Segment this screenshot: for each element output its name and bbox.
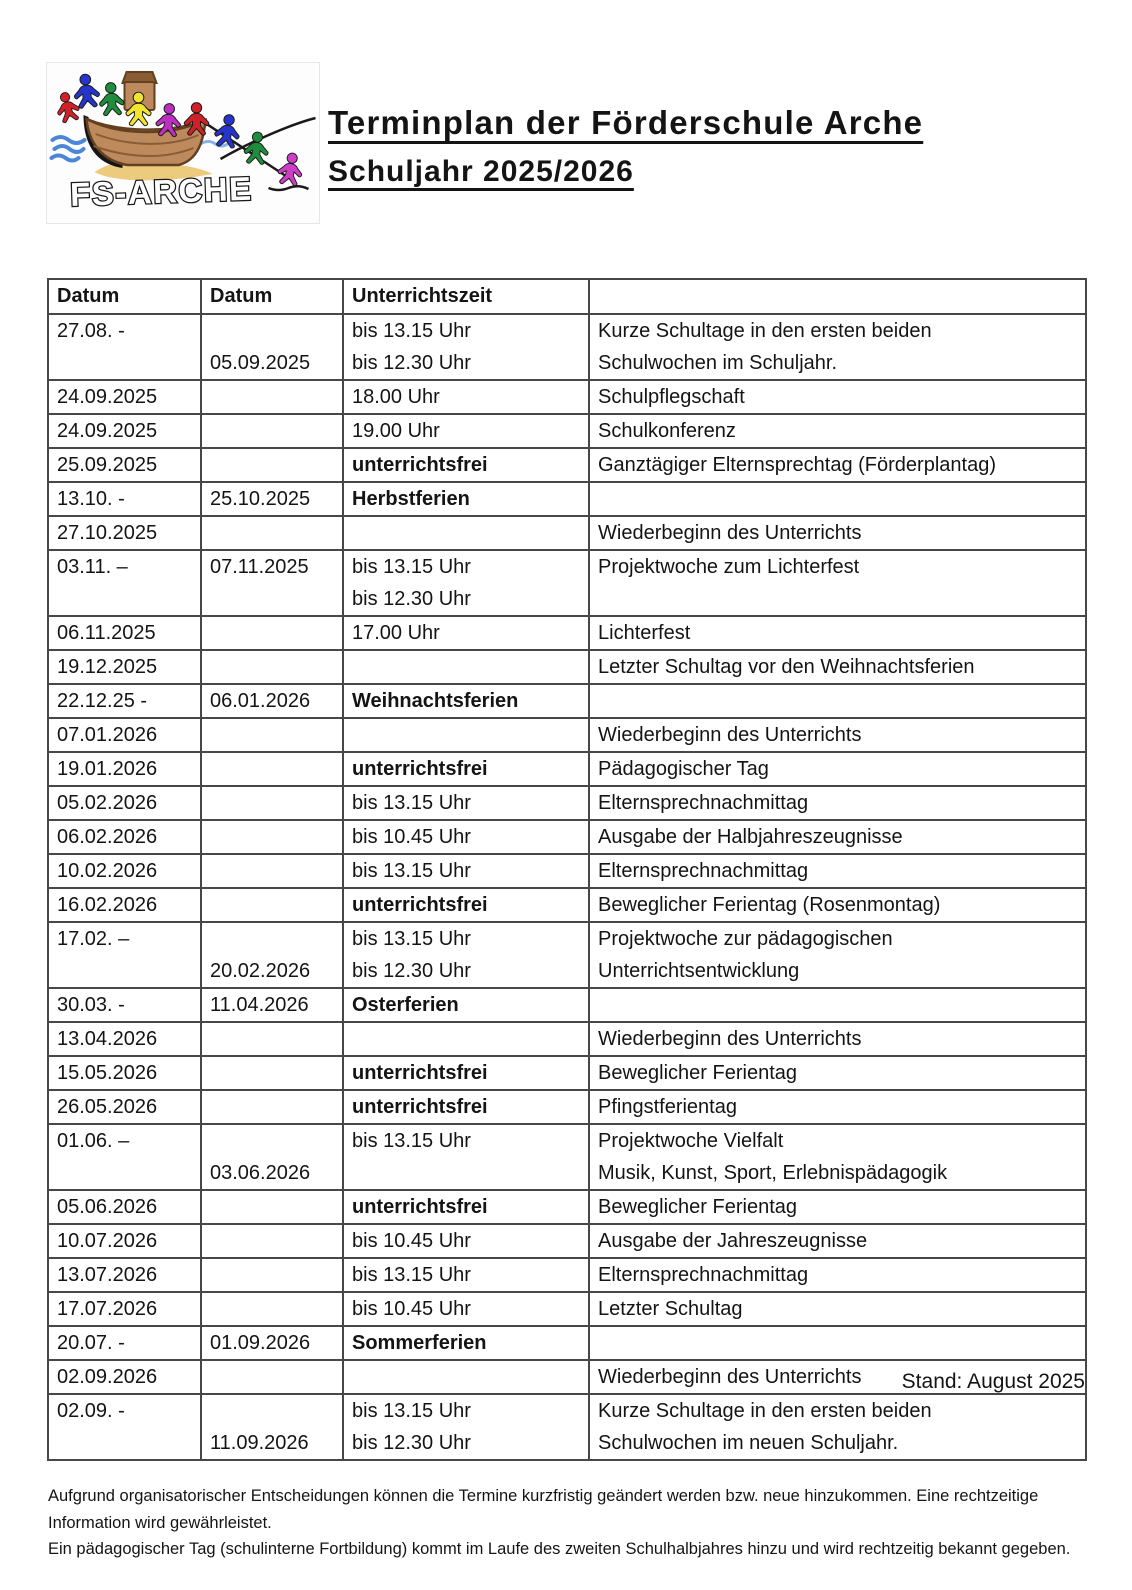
cell-line: Beweglicher Ferientag	[598, 1196, 797, 1218]
cell-line: Sommerferien	[352, 1332, 487, 1354]
cell-line: bis 13.15 Uhr	[352, 860, 471, 882]
time-cell	[343, 1056, 589, 1090]
event-cell	[589, 718, 1086, 752]
table-row	[48, 820, 1086, 854]
time-cell	[343, 752, 589, 786]
cell-line: bis 10.45 Uhr	[352, 1298, 471, 1320]
cell-line: bis 10.45 Uhr	[352, 1230, 471, 1252]
header-titles	[328, 104, 923, 189]
date-start-cell	[48, 988, 201, 1022]
cell-line: bis 12.30 Uhr	[352, 1432, 471, 1454]
date-start-cell	[48, 1326, 201, 1360]
time-cell	[343, 1292, 589, 1326]
date-start-cell	[48, 786, 201, 820]
cell-line: 18.00 Uhr	[352, 386, 440, 408]
table-row	[48, 922, 1086, 988]
cell-line	[202, 1225, 342, 1257]
cell-line	[202, 1293, 342, 1325]
cell-line: unterrichtsfrei	[352, 1196, 488, 1218]
time-cell	[343, 786, 589, 820]
cell-line	[202, 1259, 342, 1291]
date-start-cell	[48, 1394, 201, 1460]
event-cell	[589, 888, 1086, 922]
date-end-cell	[201, 786, 343, 820]
cell-line: 10.07.2026	[57, 1230, 158, 1252]
date-start-cell	[48, 1190, 201, 1224]
cell-line: 15.05.2026	[57, 1062, 158, 1084]
date-start-cell	[48, 752, 201, 786]
cell-line: Wiederbeginn des Unterrichts	[598, 724, 862, 746]
date-start-cell	[48, 718, 201, 752]
event-cell	[589, 820, 1086, 854]
column-header-empty	[589, 279, 1086, 314]
time-cell	[343, 550, 589, 616]
table-row	[48, 1124, 1086, 1190]
date-end-cell	[201, 516, 343, 550]
footnote-line: Aufgrund organisatorischer Entscheidungen können die Termine kurzfristig geändert werden bzw. neue hinzukommen. Eine rechtzeitige	[48, 1487, 1039, 1505]
table-row	[48, 482, 1086, 516]
figure-blue-icon	[72, 73, 100, 109]
cell-line: 30.03. -	[57, 994, 125, 1016]
table-row	[48, 1022, 1086, 1056]
cell-line: Schulwochen im neuen Schuljahr.	[598, 1432, 899, 1454]
time-cell	[343, 854, 589, 888]
time-cell	[343, 1224, 589, 1258]
time-cell	[343, 414, 589, 448]
event-cell	[589, 1292, 1086, 1326]
time-cell	[343, 888, 589, 922]
cell-line	[49, 1427, 200, 1459]
page-subtitle: Schuljahr 2025/2026	[328, 155, 634, 188]
date-end-cell	[201, 1124, 343, 1190]
event-cell	[589, 1056, 1086, 1090]
date-start-cell	[48, 380, 201, 414]
cell-line	[202, 855, 342, 887]
cell-line: bis 13.15 Uhr	[352, 556, 471, 578]
date-start-cell	[48, 888, 201, 922]
event-cell	[589, 1124, 1086, 1190]
cell-line: bis 13.15 Uhr	[352, 1400, 471, 1422]
cell-line: Schulpflegschaft	[598, 386, 745, 408]
date-end-cell	[201, 380, 343, 414]
event-cell	[589, 922, 1086, 988]
cell-line: bis 13.15 Uhr	[352, 792, 471, 814]
table-row	[48, 650, 1086, 684]
cell-line: 02.09. -	[57, 1400, 125, 1422]
table-row	[48, 1326, 1086, 1360]
cell-line: Kurze Schultage in den ersten beiden	[598, 1400, 932, 1422]
time-cell	[343, 1258, 589, 1292]
ground-line	[269, 186, 309, 190]
date-end-cell	[201, 1190, 343, 1224]
cell-line: bis 13.15 Uhr	[352, 320, 471, 342]
date-start-cell	[48, 1022, 201, 1056]
schedule-table	[47, 278, 1087, 1461]
date-start-cell	[48, 1056, 201, 1090]
date-start-cell	[48, 482, 201, 516]
cell-line: 27.10.2025	[57, 522, 158, 544]
cell-line: 25.09.2025	[57, 454, 158, 476]
date-start-cell	[48, 550, 201, 616]
cell-line	[590, 583, 1085, 615]
cell-line: Schulkonferenz	[598, 420, 736, 442]
event-cell	[589, 314, 1086, 380]
time-cell	[343, 448, 589, 482]
cell-line: Wiederbeginn des Unterrichts	[598, 1366, 862, 1388]
cell-line: 19.01.2026	[57, 758, 158, 780]
cell-line: 17.02. –	[57, 928, 130, 950]
column-header-datum-1: Datum	[48, 279, 201, 314]
event-cell	[589, 1224, 1086, 1258]
date-start-cell	[48, 854, 201, 888]
date-start-cell	[48, 650, 201, 684]
cell-line	[202, 315, 342, 347]
cell-line: Beweglicher Ferientag (Rosenmontag)	[598, 894, 941, 916]
cell-line: 13.10. -	[57, 488, 125, 510]
cell-line	[202, 889, 342, 921]
school-logo	[46, 62, 320, 224]
date-end-cell	[201, 1056, 343, 1090]
cell-line: 03.11. –	[57, 556, 128, 578]
event-cell	[589, 414, 1086, 448]
cell-line: Elternsprechnachmittag	[598, 860, 809, 882]
footnote-line: Ein pädagogischer Tag (schulinterne Fortbildung) kommt im Laufe des zweiten Schulhalbjahres hinzu und wird rechtzeitig bekannt gegeben.	[48, 1540, 1071, 1558]
cell-line: Elternsprechnachmittag	[598, 792, 809, 814]
cell-line	[202, 651, 342, 683]
ark-logo-icon	[47, 63, 319, 223]
table-row	[48, 888, 1086, 922]
table-row	[48, 1056, 1086, 1090]
stand-note: Stand: August 2025	[901, 1370, 1085, 1393]
cell-line: 03.06.2026	[210, 1162, 311, 1184]
cell-line: Beweglicher Ferientag	[598, 1062, 797, 1084]
cell-line: 26.05.2026	[57, 1096, 158, 1118]
date-end-cell	[201, 1090, 343, 1124]
cell-line: unterrichtsfrei	[352, 1062, 488, 1084]
date-end-cell	[201, 1224, 343, 1258]
figure-pink-icon	[276, 151, 304, 186]
date-end-cell	[201, 1394, 343, 1460]
time-cell	[343, 820, 589, 854]
cell-line: 19.00 Uhr	[352, 420, 440, 442]
cell-line: 01.09.2026	[210, 1332, 311, 1354]
time-cell	[343, 1090, 589, 1124]
event-cell	[589, 854, 1086, 888]
cell-line	[202, 1125, 342, 1157]
table-row	[48, 988, 1086, 1022]
date-end-cell	[201, 482, 343, 516]
cell-line: 02.09.2026	[57, 1366, 158, 1388]
event-cell	[589, 482, 1086, 516]
cell-line	[202, 719, 342, 751]
cell-line: bis 12.30 Uhr	[352, 960, 471, 982]
cell-line	[202, 753, 342, 785]
cell-line: 16.02.2026	[57, 894, 158, 916]
table-row	[48, 684, 1086, 718]
cell-line: Ausgabe der Jahreszeugnisse	[598, 1230, 868, 1252]
event-cell	[589, 684, 1086, 718]
logo-text: FS-ARCHE	[69, 169, 254, 213]
time-cell	[343, 1394, 589, 1460]
cell-line: bis 13.15 Uhr	[352, 928, 471, 950]
cell-line	[202, 583, 342, 615]
cell-line: 20.07. -	[57, 1332, 125, 1354]
schedule-table-body	[48, 314, 1086, 1460]
cell-line: Ausgabe der Halbjahreszeugnisse	[598, 826, 903, 848]
cell-line	[202, 415, 342, 447]
cell-line: Kurze Schultage in den ersten beiden	[598, 320, 932, 342]
table-row	[48, 1394, 1086, 1460]
cell-line	[202, 1091, 342, 1123]
cell-line: Weihnachtsferien	[352, 690, 519, 712]
table-row	[48, 752, 1086, 786]
time-cell	[343, 988, 589, 1022]
time-cell	[343, 314, 589, 380]
cell-line: Herbstferien	[352, 488, 470, 510]
cell-line	[344, 1023, 588, 1055]
table-row	[48, 1190, 1086, 1224]
date-start-cell	[48, 1292, 201, 1326]
cell-line: bis 13.15 Uhr	[352, 1264, 471, 1286]
cell-line	[590, 483, 1085, 515]
event-cell	[589, 786, 1086, 820]
time-cell	[343, 684, 589, 718]
event-cell	[589, 1326, 1086, 1360]
date-end-cell	[201, 1258, 343, 1292]
cell-line: 05.02.2026	[57, 792, 158, 814]
table-row	[48, 1292, 1086, 1326]
page-title: Terminplan der Förderschule Arche	[328, 104, 924, 141]
date-end-cell	[201, 922, 343, 988]
date-end-cell	[201, 414, 343, 448]
event-cell	[589, 1258, 1086, 1292]
cell-line	[202, 1191, 342, 1223]
event-cell	[589, 1394, 1086, 1460]
date-end-cell	[201, 888, 343, 922]
event-cell	[589, 1090, 1086, 1124]
cell-line	[202, 1023, 342, 1055]
table-row	[48, 380, 1086, 414]
table-row	[48, 718, 1086, 752]
cell-line: Lichterfest	[598, 622, 691, 644]
date-start-cell	[48, 414, 201, 448]
event-cell	[589, 650, 1086, 684]
cell-line: 10.02.2026	[57, 860, 158, 882]
cell-line: 17.00 Uhr	[352, 622, 440, 644]
table-row	[48, 854, 1086, 888]
cell-line: Pfingstferientag	[598, 1096, 737, 1118]
cell-line: 01.06. –	[57, 1130, 130, 1152]
date-end-cell	[201, 448, 343, 482]
table-row	[48, 314, 1086, 380]
cell-line	[590, 685, 1085, 717]
date-start-cell	[48, 616, 201, 650]
time-cell	[343, 650, 589, 684]
date-end-cell	[201, 1292, 343, 1326]
cell-line	[49, 955, 200, 987]
date-start-cell	[48, 1258, 201, 1292]
time-cell	[343, 516, 589, 550]
cell-line: 20.02.2026	[210, 960, 311, 982]
cell-line	[49, 583, 200, 615]
cell-line: 11.09.2026	[210, 1432, 309, 1454]
cell-line	[49, 347, 200, 379]
time-cell	[343, 1022, 589, 1056]
date-start-cell	[48, 314, 201, 380]
cell-line: 19.12.2025	[57, 656, 158, 678]
cell-line	[202, 449, 342, 481]
column-header-datum-2: Datum	[201, 279, 343, 314]
date-start-cell	[48, 1090, 201, 1124]
cell-line: Letzter Schultag	[598, 1298, 743, 1320]
table-row	[48, 516, 1086, 550]
table-row	[48, 1258, 1086, 1292]
cell-line: Elternsprechnachmittag	[598, 1264, 809, 1286]
cell-line: 05.09.2025	[210, 352, 311, 374]
date-end-cell	[201, 550, 343, 616]
date-end-cell	[201, 314, 343, 380]
date-end-cell	[201, 650, 343, 684]
event-cell	[589, 448, 1086, 482]
cell-line: Schulwochen im Schuljahr.	[598, 352, 838, 374]
event-cell	[589, 550, 1086, 616]
cell-line: bis 10.45 Uhr	[352, 826, 471, 848]
table-row	[48, 550, 1086, 616]
cell-line: bis 13.15 Uhr	[352, 1130, 471, 1152]
event-cell	[589, 988, 1086, 1022]
date-start-cell	[48, 1124, 201, 1190]
footnote-line: Information wird gewährleistet.	[48, 1513, 272, 1532]
time-cell	[343, 380, 589, 414]
cell-line: 25.10.2025	[210, 488, 311, 510]
cell-line	[202, 1057, 342, 1089]
cell-line: Letzter Schultag vor den Weihnachtsferien	[598, 656, 975, 678]
footnotes	[48, 1483, 1108, 1563]
date-start-cell	[48, 684, 201, 718]
cell-line: Ganztägiger Elternsprechtag (Förderplantag)	[598, 454, 996, 476]
date-end-cell	[201, 820, 343, 854]
cell-line	[344, 517, 588, 549]
cell-line	[202, 381, 342, 413]
table-header-row	[48, 279, 1086, 314]
cell-line: 11.04.2026	[210, 994, 309, 1016]
cell-line	[49, 1157, 200, 1189]
cell-line: Wiederbeginn des Unterrichts	[598, 1028, 862, 1050]
cell-line	[202, 821, 342, 853]
event-cell	[589, 1022, 1086, 1056]
cell-line	[202, 787, 342, 819]
date-start-cell	[48, 922, 201, 988]
cell-line: 06.02.2026	[57, 826, 158, 848]
cell-line	[202, 517, 342, 549]
date-start-cell	[48, 1224, 201, 1258]
cell-line: 07.11.2025	[210, 556, 309, 578]
date-end-cell	[201, 854, 343, 888]
time-cell	[343, 922, 589, 988]
time-cell	[343, 1124, 589, 1190]
cell-line: Projektwoche zum Lichterfest	[598, 556, 860, 578]
event-cell	[589, 616, 1086, 650]
date-end-cell	[201, 684, 343, 718]
cell-line: Pädagogischer Tag	[598, 758, 769, 780]
cell-line: bis 12.30 Uhr	[352, 352, 471, 374]
cell-line	[344, 651, 588, 683]
event-cell	[589, 1190, 1086, 1224]
cell-line: Projektwoche Vielfalt	[598, 1130, 784, 1152]
cell-line: Projektwoche zur pädagogischen	[598, 928, 893, 950]
table-row	[48, 1224, 1086, 1258]
date-end-cell	[201, 616, 343, 650]
table-row	[48, 616, 1086, 650]
cell-line	[344, 719, 588, 751]
column-header-unterrichtszeit: Unterrichtszeit	[343, 279, 589, 314]
cell-line	[202, 1395, 342, 1427]
table-row	[48, 1090, 1086, 1124]
cell-line: 27.08. -	[57, 320, 125, 342]
figure-green-icon	[98, 82, 125, 116]
time-cell	[343, 616, 589, 650]
date-start-cell	[48, 448, 201, 482]
date-end-cell	[201, 988, 343, 1022]
cell-line: unterrichtsfrei	[352, 758, 488, 780]
cell-line	[202, 617, 342, 649]
event-cell	[589, 516, 1086, 550]
cell-line: unterrichtsfrei	[352, 894, 488, 916]
cell-line	[344, 1157, 588, 1189]
cell-line: 06.01.2026	[210, 690, 311, 712]
cell-line: unterrichtsfrei	[352, 454, 488, 476]
cell-line: 07.01.2026	[57, 724, 158, 746]
date-start-cell	[48, 820, 201, 854]
cell-line: Unterrichtsentwicklung	[598, 960, 800, 982]
cell-line	[590, 989, 1085, 1021]
cell-line: 22.12.25 -	[57, 690, 148, 712]
time-cell	[343, 1326, 589, 1360]
cell-line	[590, 1327, 1085, 1359]
cell-line	[202, 923, 342, 955]
cell-line: 13.07.2026	[57, 1264, 158, 1286]
cell-line: Osterferien	[352, 994, 459, 1016]
cell-line: 13.04.2026	[57, 1028, 158, 1050]
date-end-cell	[201, 718, 343, 752]
time-cell	[343, 482, 589, 516]
cell-line: 24.09.2025	[57, 420, 158, 442]
cell-line: 17.07.2026	[57, 1298, 158, 1320]
event-cell	[589, 380, 1086, 414]
cell-line: 05.06.2026	[57, 1196, 158, 1218]
cell-line: unterrichtsfrei	[352, 1096, 488, 1118]
cell-line: Wiederbeginn des Unterrichts	[598, 522, 862, 544]
event-cell	[589, 752, 1086, 786]
date-end-cell	[201, 1022, 343, 1056]
table-row	[48, 414, 1086, 448]
cell-line: 06.11.2025	[57, 622, 156, 644]
time-cell	[343, 718, 589, 752]
date-end-cell	[201, 1326, 343, 1360]
table-row	[48, 448, 1086, 482]
date-start-cell	[48, 516, 201, 550]
date-end-cell	[201, 752, 343, 786]
table-row	[48, 786, 1086, 820]
cell-line: Musik, Kunst, Sport, Erlebnispädagogik	[598, 1162, 948, 1184]
cell-line: bis 12.30 Uhr	[352, 588, 471, 610]
time-cell	[343, 1190, 589, 1224]
cell-line: 24.09.2025	[57, 386, 158, 408]
